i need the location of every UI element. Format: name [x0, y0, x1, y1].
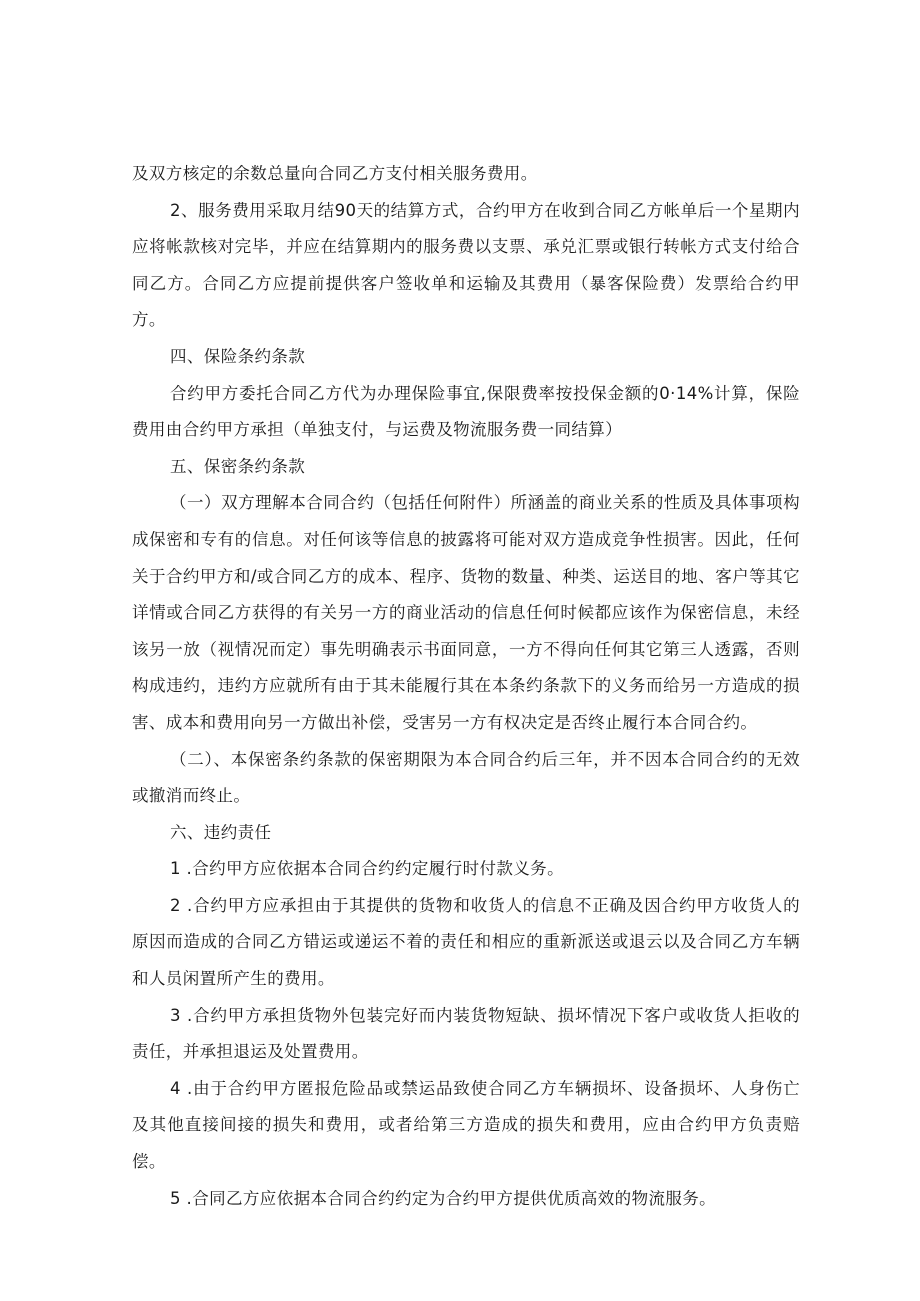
paragraph-insurance: 合约甲方委托合同乙方代为办理保险事宜,保限费率按投保金额的0·14%计算，保险费用由合约甲方承担（单独支付，与运费及物流服务费一同结算）	[132, 383, 800, 440]
section-heading-confidentiality: 五、保密条约条款	[170, 456, 306, 476]
document-body	[132, 156, 800, 1217]
paragraph-settlement: 2、服务费用采取月结90天的结算方式，合约甲方在收到合同乙方帐单后一个星期内应将帐款核对完毕，并应在结算期内的服务费以支票、承兑汇票或银行转帐方式支付给合同乙方。合同乙方应提前提供客户签收单和运输及其费用（暴客保险费）发票给合约甲方。	[132, 200, 800, 330]
paragraph-continuation: 及双方核定的余数总量向合同乙方支付相关服务费用。	[132, 164, 538, 183]
section-heading-liability: 六、违约责任	[170, 822, 272, 842]
paragraph-liability-3: 3 .合约甲方承担货物外包装完好而内装货物短缺、损坏情况下客户或收货人拒收的责任，并承担退运及处置费用。	[132, 1005, 800, 1062]
paragraph-liability-2: 2 .合约甲方应承担由于其提供的货物和收货人的信息不正确及因合约甲方收货人的原因而造成的合同乙方错运或递运不着的责任和相应的重新派送或退云以及合同乙方车辆和人员闲置所产生的费用。	[132, 895, 800, 989]
paragraph-confidentiality-2: （二）、本保密条约条款的保密期限为本合同合约后三年，并不因本合同合约的无效或撤消而终止。	[132, 749, 800, 806]
paragraph-liability-4: 4 .由于合约甲方匿报危险品或禁运品致使合同乙方车辆损坏、设备损坏、人身伤亡及其他直接间接的损失和费用，或者给第三方造成的损失和费用，应由合约甲方负责赔偿。	[132, 1078, 800, 1172]
paragraph-liability-1: 1 .合约甲方应依据本合同合约约定履行时付款义务。	[170, 859, 564, 879]
paragraph-liability-5: 5 .合同乙方应依据本合同合约约定为合约甲方提供优质高效的物流服务。	[170, 1188, 717, 1208]
paragraph-confidentiality-1: （一）双方理解本合同合约（包括任何附件）所涵盖的商业关系的性质及具体事项构成保密和专有的信息。对任何该等信息的披露将可能对双方造成竞争性损害。因此，任何关于合约甲方和/或合同乙方的成本、程序、货物的数量、种类、运送目的地、客户等其它详情或合同乙方获得的有关另一方的商业活动的信息任何时候都应该作为保密信息，未经该另一放（视情况而定）事先明确表示书面同意，一方不得向任何其它第三人透露，否则构成违约，违约方应就所有由于其未能履行其在本条约条款下的义务而给另一方造成的损害、成本和费用向另一方做出补偿，受害另一方有权决定是否终止履行本合同合约。	[132, 493, 800, 732]
section-heading-insurance: 四、保险条约条款	[170, 346, 306, 366]
